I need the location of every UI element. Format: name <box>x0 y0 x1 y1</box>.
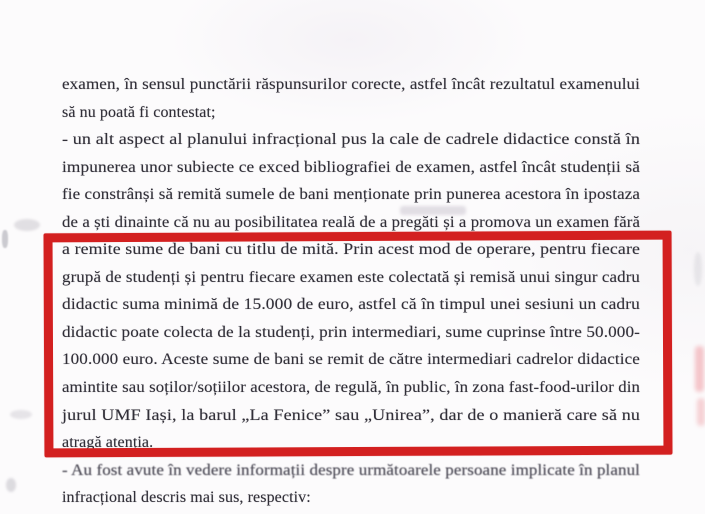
document-line: grupă de studenți și pentru fiecare examen este colectată și remisă unui singur cadru <box>62 268 640 286</box>
document-line: infracțional descris mai sus, respectiv: <box>62 489 311 507</box>
document-line: didactic suma minimă de 15.000 de euro, astfel că în timpul unei sesiuni un cadru <box>62 296 641 314</box>
document-line: didactic poate colecta de la studenți, prin intermediari, sume cuprinse între 50.000- <box>62 323 640 341</box>
document-line: fie constrânși să remită sumele de bani menționate prin punerea acestora în ipostaza <box>62 186 640 204</box>
document-line: - un alt aspect al planului infracțional pus la cale de cadrele didactice constă în <box>62 131 640 149</box>
document-line: a remite sume de bani cu titlu de mită. Prin acest mod de operare, pentru fiecare <box>62 241 640 259</box>
document-line: jurul UMF Iași, la barul „La Fenice” sau „Unirea”, dar de o manieră care să nu <box>62 406 640 424</box>
document-line: - Au fost avute în vedere informații despre următoarele persoane implicate în planul <box>62 461 640 479</box>
document-text-block <box>62 71 640 512</box>
document-line: examen, în sensul punctării răspunsurilor corecte, astfel încât rezultatul examenului <box>62 76 640 93</box>
document-line: de a ști dinainte că nu au posibilitatea reală de a pregăti și a promova un examen fără <box>62 213 640 231</box>
document-line: amintite sau soților/soțiilor acestora, de regulă, în public, în zona fast-food-urilor din <box>62 379 641 397</box>
document-line: să nu poată fi contestat; <box>62 103 216 121</box>
document-line: atragă atenția. <box>62 434 154 452</box>
document-line: impunerea unor subiecte ce exced bibliografiei de examen, astfel încât studenții să <box>62 158 640 176</box>
document-line: 100.000 euro. Aceste sume de bani se remit de către intermediari cadrelor didactice <box>62 351 640 369</box>
